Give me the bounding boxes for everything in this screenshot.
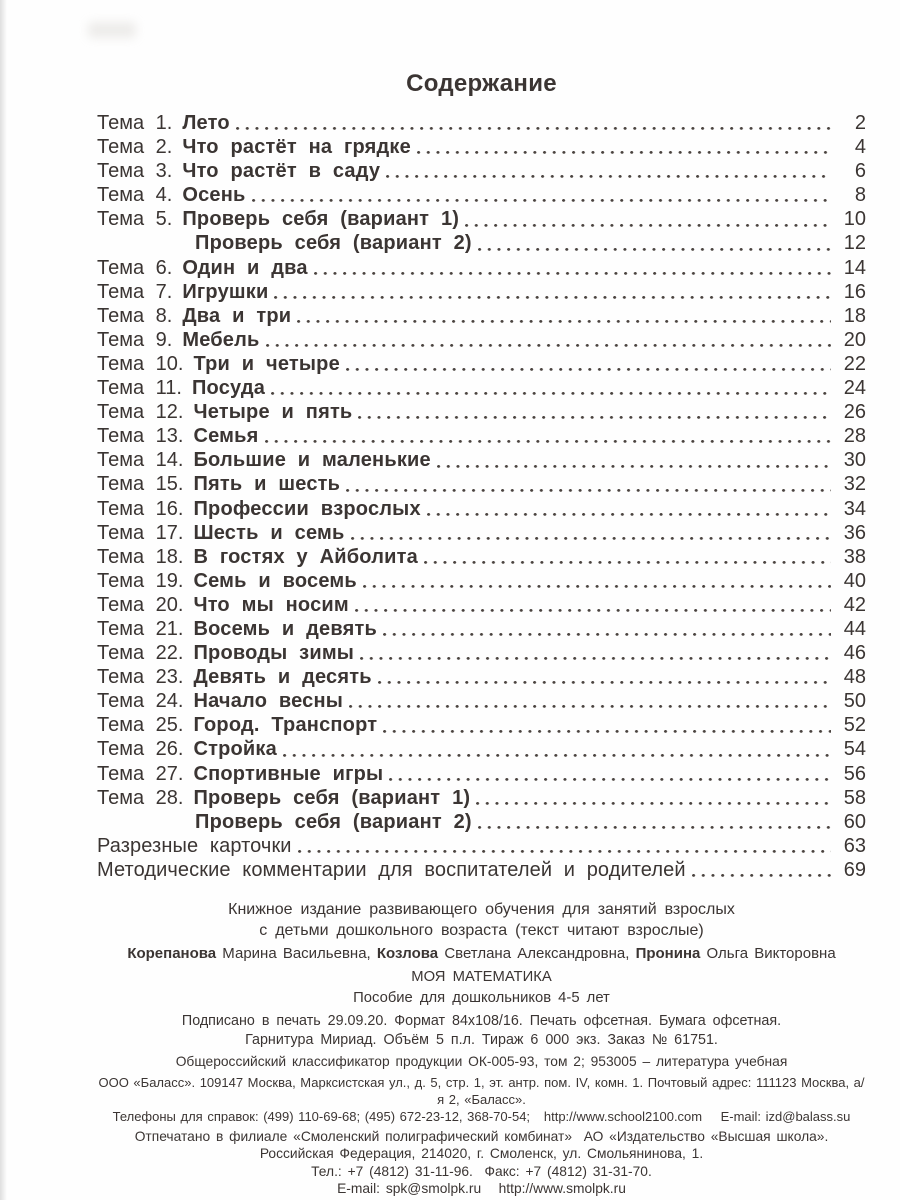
toc-label: Тема 24.: [97, 690, 184, 713]
toc-page-number: 42: [843, 593, 866, 616]
toc-page-number: 32: [843, 473, 866, 496]
toc-label: Тема 10.: [97, 352, 184, 375]
toc-label: Тема 8.: [97, 304, 173, 327]
toc-row: [97, 713, 866, 737]
toc-dotted-leader: [274, 280, 831, 304]
toc-row: [97, 834, 866, 858]
toc-title: Игрушки: [182, 280, 269, 303]
toc-dotted-leader: [355, 593, 831, 617]
toc-row: [97, 641, 866, 665]
toc-title: Мебель: [182, 328, 260, 351]
toc-page-number: 20: [843, 328, 866, 351]
toc-title: Один и два: [182, 256, 308, 279]
toc-label: Тема 16.: [97, 497, 184, 520]
toc-page-number: 30: [843, 449, 866, 472]
colophon-line: Книжное издание развивающего обучения для занятий взрослых: [228, 901, 735, 918]
toc-dotted-leader: [252, 183, 831, 207]
toc-row: [97, 207, 866, 231]
toc-title: Проверь себя (вариант 1): [182, 208, 460, 231]
toc-dotted-leader: [358, 400, 831, 424]
toc-dotted-leader: [236, 111, 831, 135]
toc-row: [97, 135, 866, 159]
toc-row: [97, 424, 866, 448]
author-surname: Пронина: [635, 945, 701, 962]
toc-dotted-leader: [389, 762, 831, 786]
toc-label: Тема 9.: [97, 328, 173, 351]
toc-title: Девять и десять: [193, 666, 372, 689]
toc-title: Спортивные игры: [193, 762, 384, 785]
colophon-line: с детьми дошкольного возраста (текст читают взрослые): [259, 922, 704, 939]
toc-row: [97, 376, 866, 400]
toc-page-number: 46: [843, 642, 866, 665]
toc-dotted-leader: [265, 424, 831, 448]
toc-title: Проводы зимы: [193, 642, 355, 665]
toc-label: Тема 4.: [97, 184, 173, 207]
toc-row: [97, 400, 866, 424]
toc-dotted-leader: [383, 617, 831, 641]
toc-dotted-leader: [465, 207, 831, 231]
toc-label: Тема 2.: [97, 136, 173, 159]
toc-dotted-leader: [378, 665, 831, 689]
toc-page-number: 18: [843, 304, 866, 327]
toc-page-number: 16: [843, 280, 866, 303]
toc-row: [97, 352, 866, 376]
toc-row: [97, 689, 866, 713]
toc-label: Тема 11.: [97, 377, 182, 400]
toc-page-number: 8: [854, 184, 866, 207]
toc-label: Тема 22.: [97, 642, 184, 665]
toc-dotted-leader: [297, 304, 831, 328]
toc-page-number: 44: [843, 617, 866, 640]
toc-page-number: 60: [843, 810, 866, 833]
toc-label: Тема 3.: [97, 160, 173, 183]
toc-page-number: 24: [843, 377, 866, 400]
colophon-line: Российская Федерация, 214020, г. Смоленск, ул. Смольянинова, 1.: [259, 1146, 704, 1161]
toc-row: [97, 448, 866, 472]
toc-title: Четыре и пять: [193, 401, 353, 424]
toc-label: Тема 25.: [97, 714, 184, 737]
toc-label: Тема 1.: [97, 112, 173, 134]
author-surname: Корепанова: [127, 945, 217, 962]
toc-page-number: 28: [843, 425, 866, 448]
toc-title: Большие и маленькие: [193, 449, 431, 472]
toc-title: Два и три: [182, 304, 292, 327]
toc-title: Восемь и девять: [193, 617, 377, 640]
toc-title: Что растёт в саду: [182, 160, 381, 183]
toc-page-number: 14: [843, 256, 866, 279]
toc-dotted-leader: [478, 810, 831, 834]
toc-page-number: 69: [843, 858, 866, 881]
page-title: Содержание: [406, 70, 557, 97]
toc-title: Проверь себя (вариант 2): [195, 232, 472, 255]
toc-label: Тема 23.: [97, 666, 184, 689]
toc-title: Стройка: [193, 738, 277, 761]
toc-row: [97, 280, 866, 304]
toc-label: Тема 5.: [97, 208, 173, 231]
page-content: [97, 70, 866, 882]
toc-label: Тема 15.: [97, 473, 184, 496]
colophon-line: Общероссийский классификатор продукции ОК-005-93, том 2; 953005 – литература учебная: [175, 1054, 788, 1069]
colophon-line: Подписано в печать 29.09.20. Формат 84х108/16. Печать офсетная. Бумага офсетная.: [181, 1013, 782, 1029]
colophon-line: Тел.: +7 (4812) 31-11-96. Факс: +7 (4812) 31-31-70.: [311, 1163, 652, 1179]
toc-dotted-leader: [476, 786, 831, 810]
toc-title: Что растёт на грядке: [182, 136, 411, 159]
toc-page-number: 10: [843, 208, 866, 231]
toc-page-number: 36: [843, 521, 866, 544]
toc-title: Шесть и семь: [193, 521, 345, 544]
toc-label: Тема 18.: [97, 545, 184, 568]
toc-row: [97, 472, 866, 496]
toc-label: Тема 26.: [97, 738, 184, 761]
toc-page-number: 22: [843, 352, 866, 375]
scan-artifact: [88, 22, 136, 38]
colophon-line: Отпечатано в филиале «Смоленский полиграфический комбинат» АО «Издательство «Высшая школа».: [134, 1128, 829, 1144]
toc-page-number: 12: [843, 232, 866, 255]
toc-dotted-leader: [383, 713, 831, 737]
author-surname: Козлова: [376, 945, 439, 962]
toc-dotted-leader: [386, 159, 831, 183]
toc-title: Проверь себя (вариант 2): [195, 810, 472, 833]
toc-title: Профессии взрослых: [193, 497, 421, 520]
colophon-line: ООО «Баласс». 109147 Москва, Марксистская ул., д. 5, стр. 1, эт. антр. пом. IV, комн. 1. Почтовый адрес: 111123 Москва, а/я 2, «Баласс».: [98, 1074, 865, 1107]
toc-label: Тема 19.: [97, 569, 184, 592]
toc-title: Лето: [182, 112, 230, 134]
toc-row: [97, 786, 866, 810]
scan-edge-shadow: [0, 0, 7, 1200]
toc-dotted-leader: [417, 135, 831, 159]
toc-row: [97, 737, 866, 761]
colophon-line: Гарнитура Мириад. Объём 5 п.л. Тираж 6 000 экз. Заказ № 61751.: [245, 1032, 718, 1048]
toc-dotted-leader: [424, 545, 831, 569]
toc-row: [97, 762, 866, 786]
toc-row: [97, 183, 866, 207]
toc-dotted-leader: [363, 569, 831, 593]
toc-dotted-leader: [349, 689, 831, 713]
toc-title: Осень: [182, 184, 246, 207]
toc-label: Тема 6.: [97, 256, 173, 279]
toc-page-number: 34: [843, 497, 866, 520]
toc-title: Город. Транспорт: [193, 714, 378, 737]
toc-label: Тема 27.: [97, 762, 184, 785]
toc-page-number: 26: [843, 401, 866, 424]
toc-title: Три и четыре: [193, 352, 340, 375]
toc-page-number: 6: [854, 160, 866, 183]
toc-page-number: 50: [843, 690, 866, 713]
toc-row: [97, 665, 866, 689]
toc-page-number: 40: [843, 569, 866, 592]
toc-label: Тема 12.: [97, 401, 184, 424]
toc-label: Тема 20.: [97, 593, 184, 616]
toc-title: Пять и шесть: [193, 473, 341, 496]
toc-page-number: 54: [843, 738, 866, 761]
toc-page-number: 48: [843, 666, 866, 689]
toc-title: Методические комментарии для воспитателей и родителей: [97, 858, 686, 881]
toc-page-number: 2: [854, 112, 866, 134]
table-of-contents: [97, 111, 866, 882]
toc-row: [97, 111, 866, 135]
toc-dotted-leader: [266, 328, 831, 352]
toc-dotted-leader: [437, 448, 831, 472]
toc-title: В гостях у Айболита: [193, 545, 418, 568]
toc-page-number: 58: [843, 786, 866, 809]
toc-dotted-leader: [692, 858, 831, 882]
colophon-line: МОЯ МАТЕМАТИКА: [411, 969, 552, 985]
toc-row: [97, 231, 866, 255]
toc-label: Тема 7.: [97, 280, 173, 303]
colophon-line: Пособие для дошкольников 4-5 лет: [353, 990, 610, 1006]
toc-page-number: 4: [854, 136, 866, 159]
toc-row: [97, 545, 866, 569]
toc-dotted-leader: [271, 376, 831, 400]
toc-row: [97, 810, 866, 834]
toc-row: [97, 256, 866, 280]
colophon: [97, 899, 866, 1198]
toc-label: Тема 13.: [97, 425, 184, 448]
toc-row: [97, 569, 866, 593]
toc-row: [97, 593, 866, 617]
toc-row: [97, 858, 866, 882]
toc-label: Тема 28.: [97, 786, 184, 809]
toc-title: Посуда: [191, 377, 266, 400]
toc-label: Тема 17.: [97, 521, 184, 544]
toc-title: Семья: [193, 425, 259, 448]
toc-row: [97, 328, 866, 352]
toc-label: Тема 21.: [97, 617, 184, 640]
toc-label: Тема 14.: [97, 449, 184, 472]
toc-row: [97, 159, 866, 183]
toc-dotted-leader: [283, 737, 831, 761]
toc-page-number: 63: [843, 834, 866, 857]
toc-page-number: 52: [843, 714, 866, 737]
toc-row: [97, 497, 866, 521]
toc-dotted-leader: [298, 834, 831, 858]
toc-dotted-leader: [346, 472, 831, 496]
toc-title: Что мы носим: [193, 593, 349, 616]
toc-dotted-leader: [314, 256, 831, 280]
toc-title: Начало весны: [193, 690, 344, 713]
colophon-line: E-mail: spk@smolpk.ru http://www.smolpk.ru: [337, 1181, 626, 1196]
toc-dotted-leader: [427, 497, 831, 521]
colophon-line: Телефоны для справок: (499) 110-69-68; (495) 672-23-12, 368-70-54; http://www.school2100.com E-mail: izd@balass.su: [112, 1108, 851, 1124]
toc-dotted-leader: [346, 352, 831, 376]
toc-page-number: 56: [843, 762, 866, 785]
toc-dotted-leader: [351, 521, 831, 545]
toc-row: [97, 521, 866, 545]
toc-title: Разрезные карточки: [97, 834, 292, 857]
toc-dotted-leader: [360, 641, 831, 665]
toc-page-number: 38: [843, 545, 866, 568]
toc-row: [97, 617, 866, 641]
toc-row: [97, 304, 866, 328]
authors-line: Корепанова Марина Васильевна, Козлова Светлана Александровна, Пронина Ольга Викторовна: [127, 945, 836, 962]
toc-title: Проверь себя (вариант 1): [193, 786, 471, 809]
toc-dotted-leader: [478, 231, 831, 255]
toc-title: Семь и восемь: [193, 569, 357, 592]
